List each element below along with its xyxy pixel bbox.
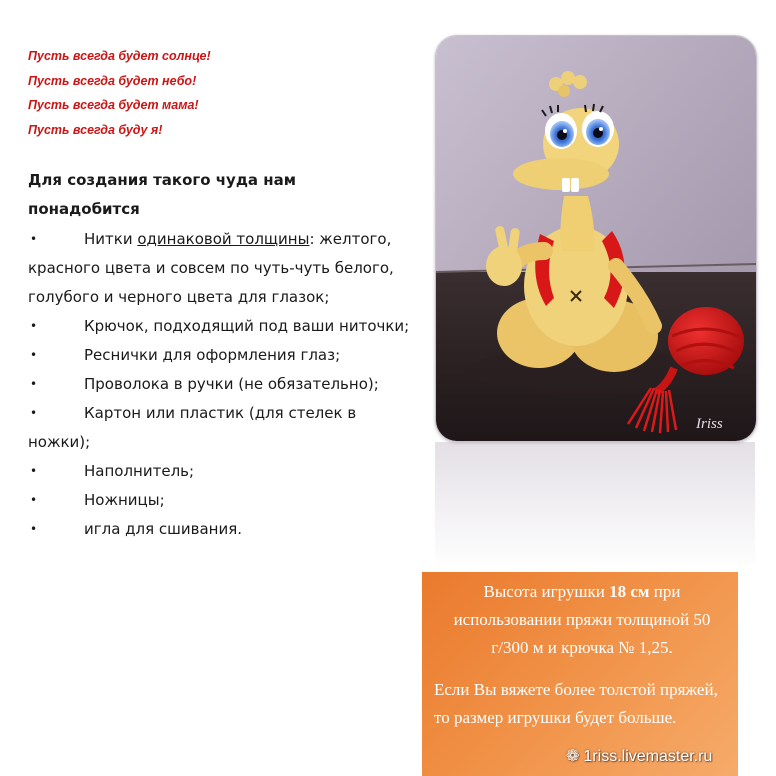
bullet: • — [30, 377, 38, 391]
list-item: • Проволока в ручки (не обязательно); — [28, 370, 423, 399]
materials-heading: Для создания такого чуда нам понадобится — [28, 171, 297, 218]
list-item: • Наполнитель; — [28, 457, 423, 486]
poem — [28, 44, 211, 142]
bullet: • — [30, 319, 38, 333]
list-item: • Крючок, подходящий под ваши ниточки; — [28, 312, 423, 341]
list-item: • Ножницы; — [28, 486, 423, 515]
bullet: • — [30, 232, 38, 246]
poem-line: Пусть всегда будет мама! — [28, 98, 199, 112]
crochet-toy-illustration — [436, 36, 756, 441]
info-paragraph: Высота игрушки 18 см при использовании пряжи толщиной 50 г/300 м и крючка № 1,25. — [453, 582, 711, 657]
poem-line: Пусть всегда будет солнце! — [28, 49, 211, 63]
info-paragraph: Если Вы вяжете более толстой пряжей, то размер игрушки будет больше. — [434, 680, 718, 727]
list-item: • игла для сшивания. — [28, 515, 423, 544]
list-item: • Нитки одинаковой толщины: желтого, красного цвета и совсем по чуть-чуть белого, голубого и черного цвета для глазок; — [28, 225, 423, 312]
photo-signature: Iriss — [696, 416, 723, 432]
photo-reflection — [435, 442, 755, 567]
watermark: ❁ 1riss.livemaster.ru — [566, 748, 713, 765]
bullet: • — [30, 406, 38, 420]
flower-icon: ❁ — [566, 748, 580, 765]
bullet: • — [30, 464, 38, 478]
bullet: • — [30, 348, 38, 362]
toy-photo — [435, 35, 757, 442]
bullet: • — [30, 522, 38, 536]
list-item: • Реснички для оформления глаз; — [28, 341, 423, 370]
bullet: • — [30, 493, 38, 507]
underlined-text: одинаковой толщины — [137, 230, 310, 248]
materials-list — [28, 225, 423, 544]
list-item: • Картон или пластик (для стелек в ножки); — [28, 399, 423, 457]
poem-line: Пусть всегда будет небо! — [28, 73, 197, 88]
poem-line: Пусть всегда буду я! — [28, 122, 163, 137]
